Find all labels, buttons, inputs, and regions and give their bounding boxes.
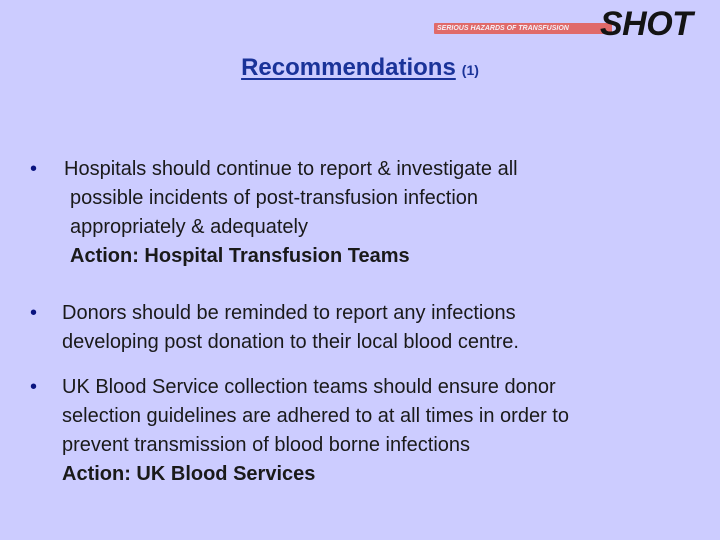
title-number: (1) xyxy=(461,62,479,78)
bullet-line: selection guidelines are adhered to at all times in order to xyxy=(62,405,569,427)
logo-wordmark: SHOT xyxy=(600,5,693,43)
bullet-collection-teams xyxy=(30,373,569,489)
bullet-line: Donors should be reminded to report any infections xyxy=(62,302,516,324)
bullet-icon: • xyxy=(30,158,38,180)
bullet-line: Hospitals should continue to report & investigate all xyxy=(64,158,518,180)
title-text: Recommendations xyxy=(241,54,456,81)
bullet-line: UK Blood Service collection teams should ensure donor xyxy=(62,376,556,398)
bullet-donors xyxy=(30,299,519,357)
bullet-icon: • xyxy=(30,376,38,398)
bullet-action: Action: UK Blood Services xyxy=(62,463,316,485)
logo-tagline: SERIOUS HAZARDS OF TRANSFUSION xyxy=(434,23,612,34)
shot-logo xyxy=(432,5,712,44)
bullet-icon: • xyxy=(30,302,38,324)
slide-title xyxy=(0,54,720,82)
bullet-line: possible incidents of post-transfusion infection xyxy=(70,187,479,209)
bullet-line: prevent transmission of blood borne infections xyxy=(62,434,471,456)
bullet-hospitals xyxy=(30,155,518,271)
bullet-action: Action: Hospital Transfusion Teams xyxy=(70,245,410,267)
bullet-line: developing post donation to their local blood centre. xyxy=(62,331,519,353)
bullet-line: appropriately & adequately xyxy=(70,216,308,238)
